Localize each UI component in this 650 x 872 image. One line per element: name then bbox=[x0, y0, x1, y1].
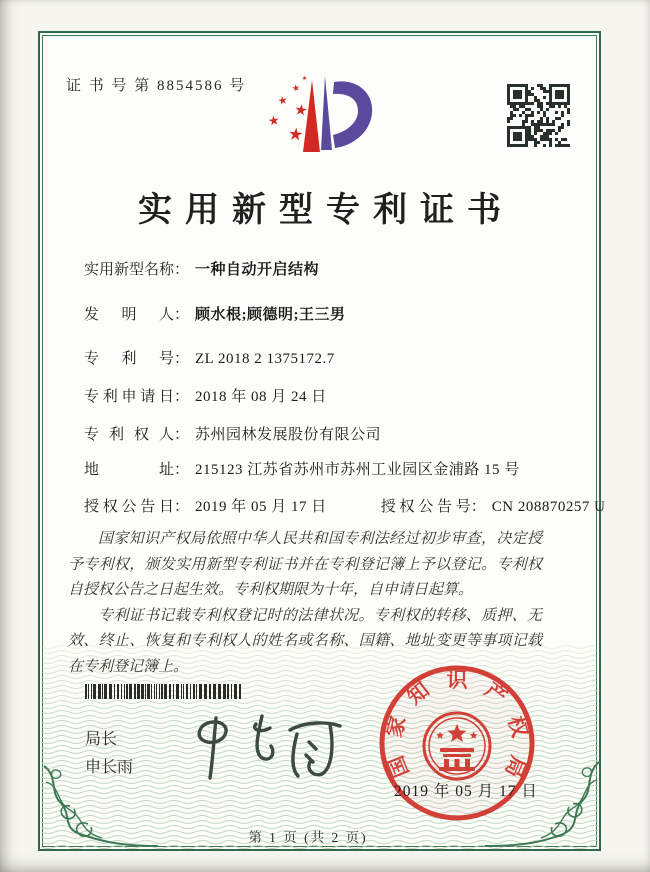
seal-char: 家 bbox=[381, 713, 411, 740]
field-grant-publication bbox=[84, 495, 605, 516]
body-paragraph: 专利证书记载专利权登记时的法律状况。专利权的转移、质押、无效、终止、恢复和专利权人的姓名或名称、国籍、地址变更等事项记载在专利登记簿上。 bbox=[68, 607, 542, 675]
director-signature-icon bbox=[178, 710, 358, 803]
certificate-number: 证 书 号 第 8854586 号 bbox=[66, 78, 247, 94]
field-patent-number bbox=[84, 347, 335, 368]
barcode-icon bbox=[85, 684, 245, 699]
star-icon: ★ bbox=[291, 82, 301, 94]
star-icon: ★ bbox=[287, 124, 305, 145]
label-colon: ： bbox=[174, 262, 190, 278]
label-colon: ： bbox=[174, 307, 190, 323]
star-icon: ★ bbox=[293, 102, 309, 120]
body-paragraph: 国家知识产权局依照中华人民共和国专利法经过初步审查，决定授予专利权，颁发实用新型专利证书并在专利登记簿上予以登记。专利权自授权公告之日起生效。专利权期限为十年，自申请日起算。 bbox=[68, 531, 542, 598]
page-number: 第 1 页 (共 2 页) bbox=[248, 830, 368, 845]
field-value: 2019 年 05 月 17 日 bbox=[195, 499, 327, 515]
field-utility-model-name bbox=[84, 258, 319, 279]
certificate-title: 实用新型专利证书 bbox=[138, 192, 514, 229]
seal-char: 国 bbox=[383, 752, 414, 781]
field-label: 发明人 bbox=[84, 307, 174, 323]
label-colon: ： bbox=[174, 499, 190, 515]
seal-char: 识 bbox=[446, 668, 468, 692]
seal-date: 2019 年 05 月 17 日 bbox=[394, 783, 538, 800]
seal-char: 局 bbox=[500, 752, 531, 781]
field-label: 专利权人 bbox=[84, 427, 174, 443]
field-value: 顾水根;顾德明;王三男 bbox=[195, 307, 346, 323]
label-colon: ： bbox=[470, 499, 486, 515]
field-value: 215123 江苏省苏州市苏州工业园区金浦路 15 号 bbox=[195, 462, 520, 478]
signer-title: 局长 bbox=[85, 731, 118, 748]
certificate-body-text bbox=[68, 527, 542, 680]
cnipa-patent-logo-icon bbox=[252, 68, 417, 176]
star-icon: ★ bbox=[301, 75, 309, 83]
seal-char: 产 bbox=[480, 677, 512, 710]
field-label: 实用新型名称 bbox=[84, 262, 175, 278]
field-value: 一种自动开启结构 bbox=[195, 262, 320, 278]
star-icon: ★ bbox=[276, 94, 289, 108]
star-icon: ★ bbox=[267, 112, 281, 129]
field-inventors bbox=[84, 303, 346, 324]
label-colon: ： bbox=[174, 351, 190, 367]
field-value: CN 208870257 U bbox=[491, 499, 606, 515]
field-value: 苏州园林发展股份有限公司 bbox=[195, 427, 382, 443]
field-label: 专利号 bbox=[84, 351, 174, 367]
field-value: ZL 2018 2 1375172.7 bbox=[195, 351, 335, 367]
field-patentee bbox=[84, 423, 381, 444]
seal-char: 知 bbox=[402, 677, 434, 710]
signer-name: 申长雨 bbox=[85, 759, 134, 776]
seal-char: 权 bbox=[503, 713, 533, 740]
qr-code-icon bbox=[507, 84, 570, 147]
field-value: 2018 年 08 月 24 日 bbox=[195, 389, 327, 405]
label-colon: ： bbox=[174, 389, 190, 405]
field-label: 专利申请日 bbox=[84, 389, 174, 405]
field-application-date bbox=[84, 385, 327, 406]
label-colon: ： bbox=[174, 462, 190, 478]
field-address bbox=[84, 458, 520, 479]
field-label: 地址 bbox=[84, 462, 174, 478]
field-label: 授权公告日 bbox=[84, 499, 174, 515]
field-label: 授权公告号 bbox=[380, 499, 471, 515]
label-colon: ： bbox=[174, 427, 190, 443]
